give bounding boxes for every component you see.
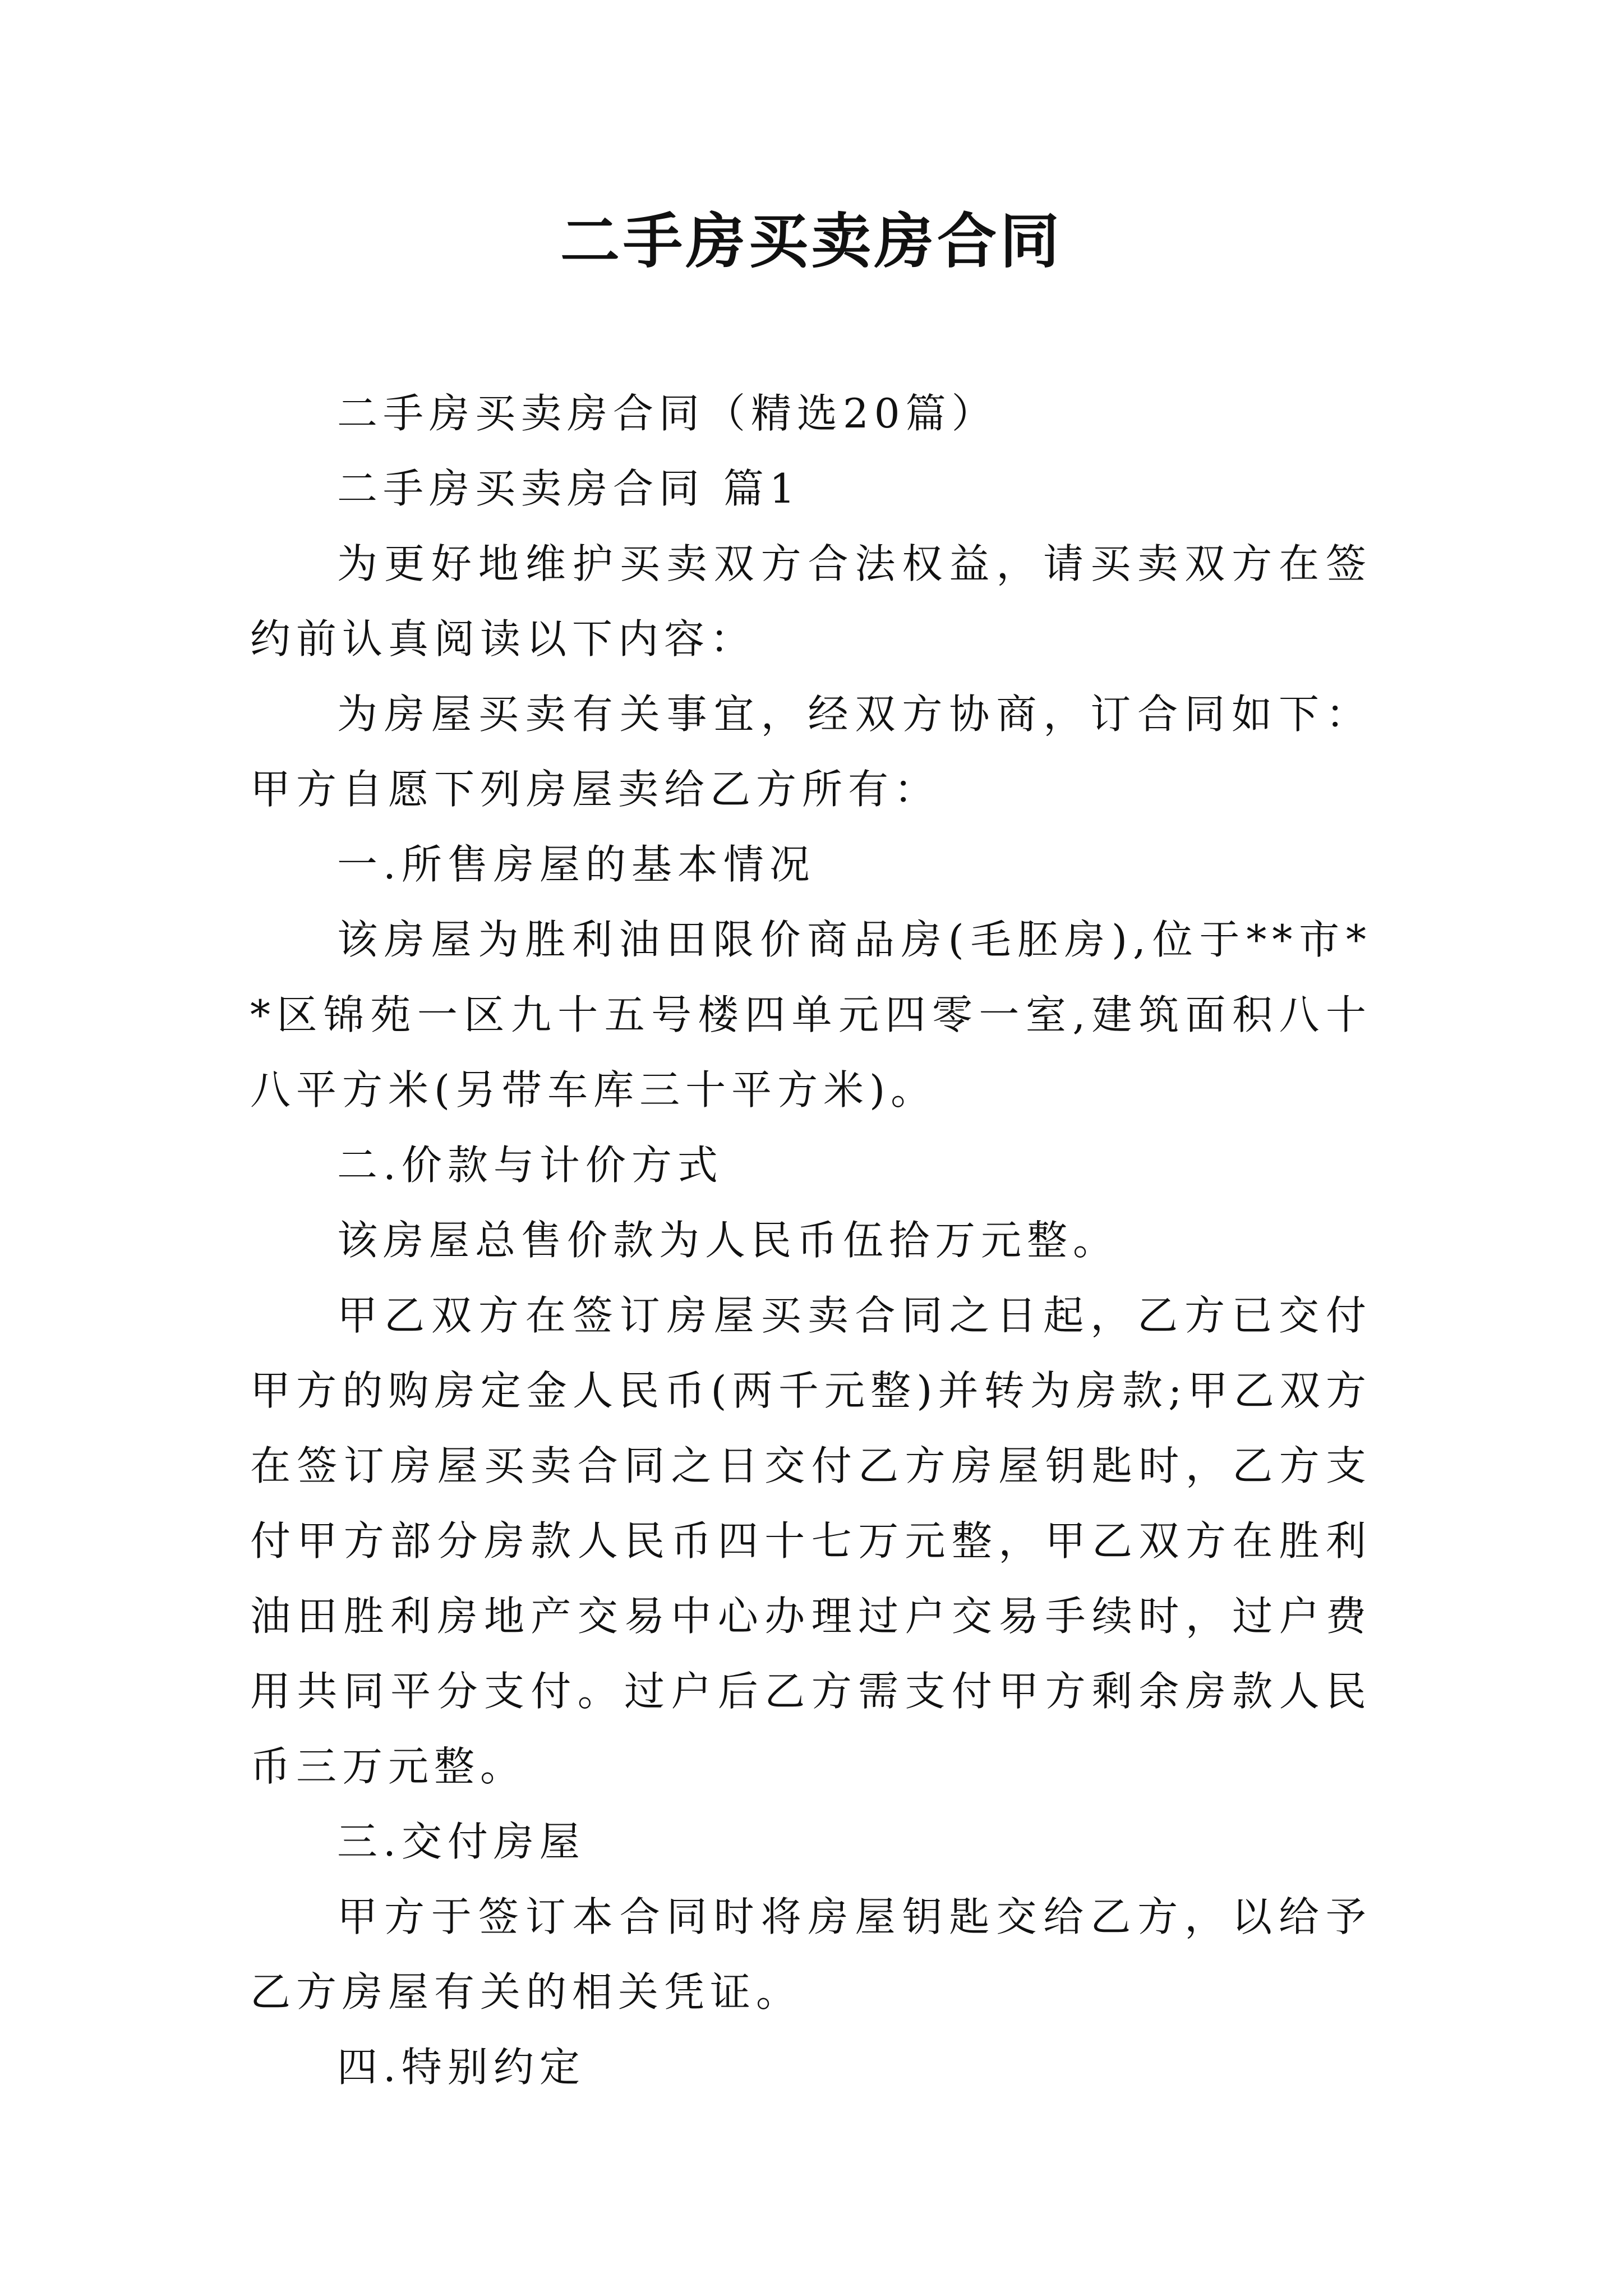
section-heading-1: 一.所售房屋的基本情况 <box>337 841 815 888</box>
paragraph-agreement-intro: 为房屋买卖有关事宜，经双方协商，订合同如下：甲方自愿下列房屋卖给乙方所有： <box>250 691 1372 813</box>
paragraph-subtitle: 二手房买卖房合同（精选20篇） <box>337 390 998 437</box>
paragraph-payment-terms: 甲乙双方在签订房屋买卖合同之日起，乙方已交付甲方的购房定金人民币(两千元整)并转为房款;甲乙双方在签订房屋买卖合同之日交付乙方房屋钥匙时，乙方支付甲方部分房款人民币四十七万元整，甲乙双方在胜利油田胜利房地产交易中心办理过户交易手续时，过户费用共同平分支付。过户后乙方需支付甲方剩余房款人民币三万元整。 <box>250 1292 1372 1790</box>
document-body <box>250 376 1372 2105</box>
section-heading-2: 二.价款与计价方式 <box>337 1142 723 1189</box>
paragraph-total-price: 该房屋总售价款为人民币伍拾万元整。 <box>337 1217 1119 1264</box>
section-heading-3: 三.交付房屋 <box>337 1818 585 1865</box>
paragraph-notice: 为更好地维护买卖双方合法权益，请买卖双方在签约前认真阅读以下内容： <box>250 540 1372 662</box>
document-title: 二手房买卖房合同 <box>560 206 1063 276</box>
paragraph-property-details: 该房屋为胜利油田限价商品房(毛胚房),位于**市**区锦苑一区九十五号楼四单元四零一室,建筑面积八十八平方米(另带车库三十平方米)。 <box>250 916 1372 1114</box>
section-heading-4: 四.特别约定 <box>337 2044 585 2091</box>
paragraph-delivery: 甲方于签订本合同时将房屋钥匙交给乙方，以给予乙方房屋有关的相关凭证。 <box>250 1893 1372 2016</box>
paragraph-part-heading: 二手房买卖房合同 篇1 <box>337 465 801 512</box>
